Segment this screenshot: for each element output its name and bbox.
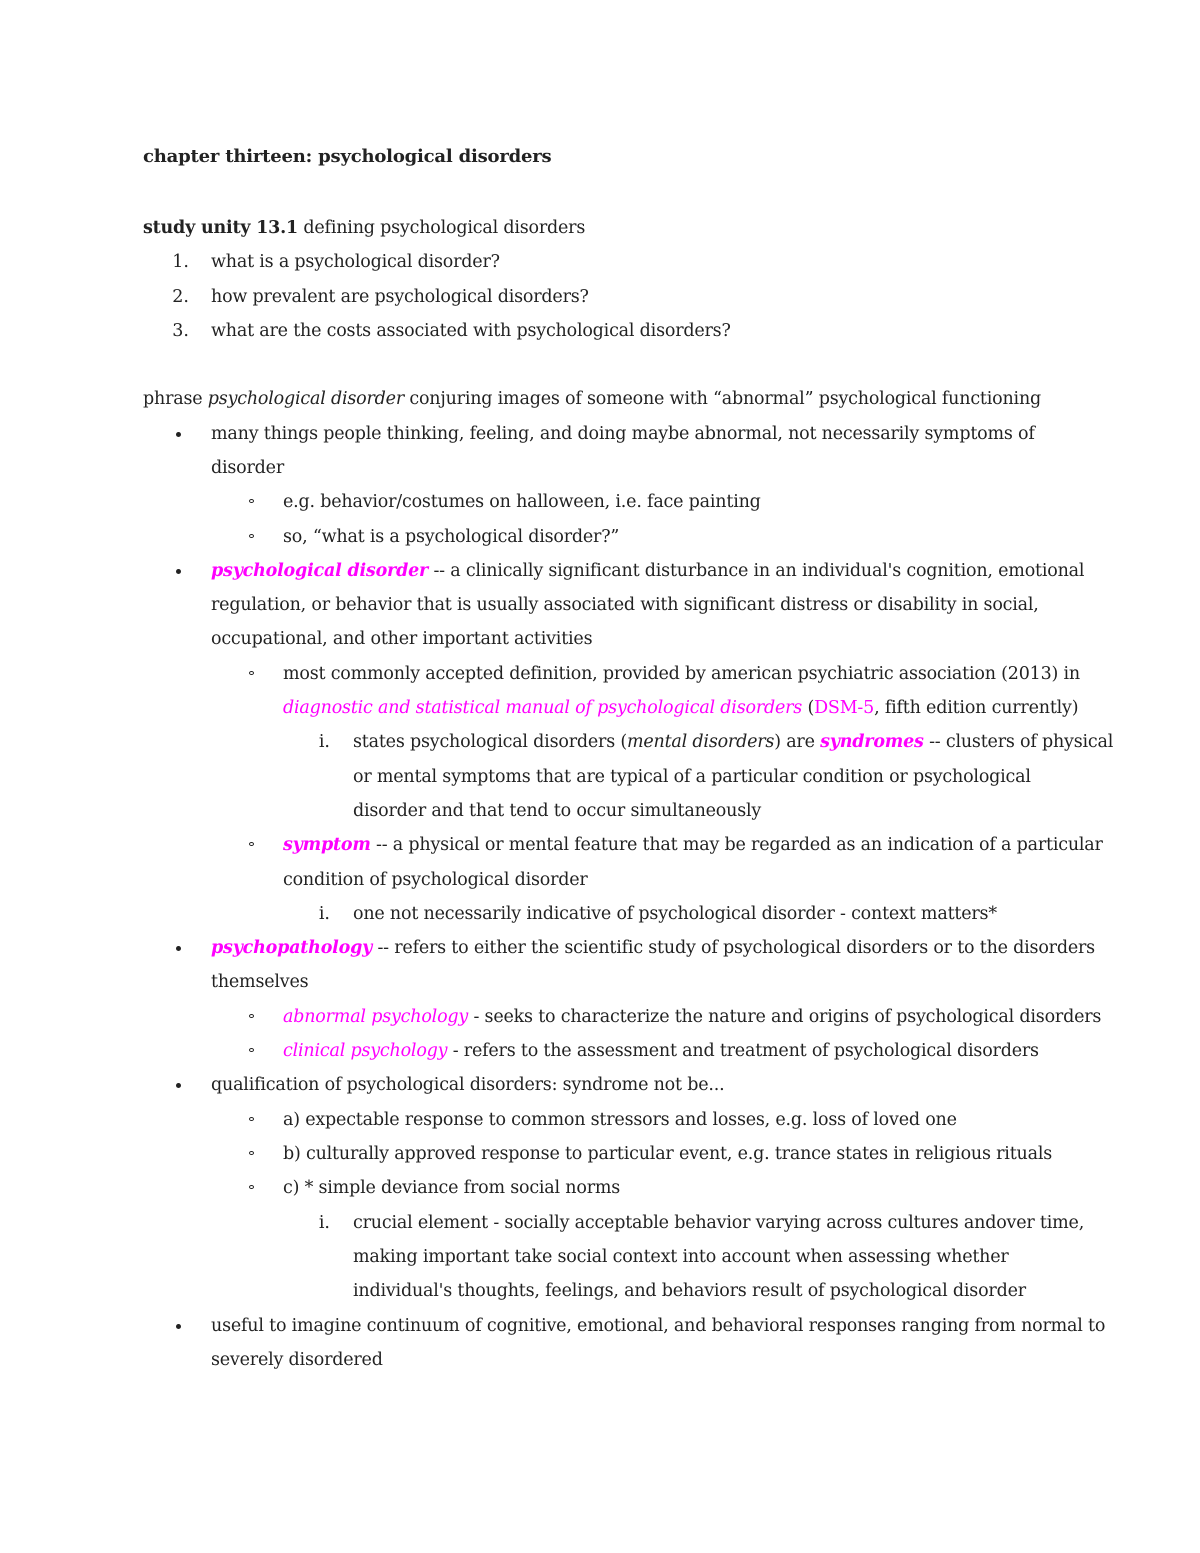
definition-text: -- a clinically significant disturbance in an individual's cognition, emotional (428, 561, 1085, 581)
roman-numeral: i. (318, 732, 330, 752)
roman-item-text: crucial element - socially acceptable behavior varying across cultures andover time, (353, 1213, 1085, 1233)
question-text: what is a psychological disorder? (211, 252, 500, 272)
sub-bullet-text: a) expectable response to common stressors and losses, e.g. loss of loved one (283, 1110, 957, 1130)
manual-title: diagnostic and statistical manual of psychological disorders (283, 698, 803, 718)
roman-item-text: or mental symptoms that are typical of a particular condition or psychological (353, 767, 1031, 787)
bullet-text: themselves (211, 972, 309, 992)
bullet-text: regulation, or behavior that is usually associated with significant distress or disability in social, (211, 595, 1039, 615)
definition-text: - refers to the assessment and treatment of psychological disorders (447, 1041, 1039, 1061)
sub-bullet-icon (249, 671, 254, 675)
page-title: chapter thirteen: psychological disorders (143, 146, 552, 167)
sub-bullet-icon (249, 1185, 254, 1189)
sub-bullet-text: most commonly accepted definition, provided by american psychiatric association (2013) in (283, 664, 1080, 684)
bullet-text: many things people thinking, feeling, and doing maybe abnormal, not necessarily symptoms of (211, 424, 1035, 444)
definition-term: clinical psychology (283, 1041, 448, 1061)
roman-item-text: individual's thoughts, feelings, and behaviors result of psychological disorder (353, 1281, 1026, 1301)
roman-item-text: disorder and that tend to occur simultaneously (353, 801, 762, 821)
definition-text: -- a physical or mental feature that may be regarded as an indication of a particular (370, 835, 1103, 855)
definition-term: psychopathology (211, 938, 373, 958)
definition-text: - seeks to characterize the nature and origins of psychological disorders (468, 1007, 1102, 1027)
bullet-icon (176, 569, 181, 574)
roman-numeral: i. (318, 904, 330, 924)
intro-paragraph (143, 388, 1041, 410)
definition-term: syndromes (820, 732, 924, 752)
sub-bullet-icon (249, 1014, 254, 1018)
sub-bullet-text: c) * simple deviance from social norms (283, 1178, 621, 1198)
dsm-label: DSM-5 (814, 698, 875, 718)
sub-bullet-icon (249, 499, 254, 503)
study-unit-text: defining psychological disorders (298, 218, 586, 238)
intro-pre: phrase (143, 389, 208, 409)
study-unit-label: study unity 13.1 (143, 218, 299, 238)
sub-bullet-text (283, 834, 1103, 856)
definition-text: -- clusters of physical (923, 732, 1114, 752)
roman-item-text (353, 731, 1113, 753)
sub-bullet-text: condition of psychological disorder (283, 870, 588, 890)
bullet-icon (176, 1083, 181, 1088)
study-unit-heading (143, 217, 585, 239)
question-number: 3. (172, 321, 189, 341)
bullet-icon (176, 432, 181, 437)
bullet-icon (176, 946, 181, 951)
definition-term: abnormal psychology (283, 1007, 469, 1027)
definition-term: symptom (283, 835, 371, 855)
roman-text: states psychological disorders ( (353, 732, 627, 752)
intro-post: conjuring images of someone with “abnormal” psychological functioning (404, 389, 1042, 409)
question-number: 2. (172, 287, 189, 307)
paren-open: ( (802, 698, 815, 718)
bullet-text: severely disordered (211, 1350, 383, 1370)
question-text: how prevalent are psychological disorders? (211, 287, 589, 307)
mental-disorders-term: mental disorders (626, 732, 775, 752)
sub-bullet-icon (249, 842, 254, 846)
sub-bullet-text (283, 1040, 1039, 1062)
sub-bullet-text (283, 1006, 1101, 1028)
bullet-text: useful to imagine continuum of cognitive, emotional, and behavioral responses ranging from normal to (211, 1316, 1106, 1336)
definition-text: -- refers to either the scientific study of psychological disorders or to the disorders (372, 938, 1095, 958)
bullet-text (211, 560, 1084, 582)
definition-term: psychological disorder (211, 561, 429, 581)
bullet-text (211, 937, 1095, 959)
intro-term: psychological disorder (207, 389, 404, 409)
roman-numeral: i. (318, 1213, 330, 1233)
sub-bullet-text (283, 697, 1078, 719)
sub-bullet-text: b) culturally approved response to particular event, e.g. trance states in religious rituals (283, 1144, 1053, 1164)
roman-item-text: one not necessarily indicative of psychological disorder - context matters* (353, 904, 997, 924)
roman-item-text: making important take social context into account when assessing whether (353, 1247, 1009, 1267)
bullet-text: disorder (211, 458, 285, 478)
sub-bullet-icon (249, 1048, 254, 1052)
question-text: what are the costs associated with psychological disorders? (211, 321, 731, 341)
paren-close: , fifth edition currently) (874, 698, 1079, 718)
sub-bullet-text: so, “what is a psychological disorder?” (283, 527, 620, 547)
bullet-text: occupational, and other important activities (211, 629, 593, 649)
bullet-icon (176, 1324, 181, 1329)
sub-bullet-icon (249, 534, 254, 538)
roman-text: ) are (774, 732, 821, 752)
sub-bullet-text: e.g. behavior/costumes on halloween, i.e. face painting (283, 492, 761, 512)
sub-bullet-icon (249, 1117, 254, 1121)
question-number: 1. (172, 252, 189, 272)
bullet-text: qualification of psychological disorders: syndrome not be... (211, 1075, 725, 1095)
sub-bullet-icon (249, 1151, 254, 1155)
